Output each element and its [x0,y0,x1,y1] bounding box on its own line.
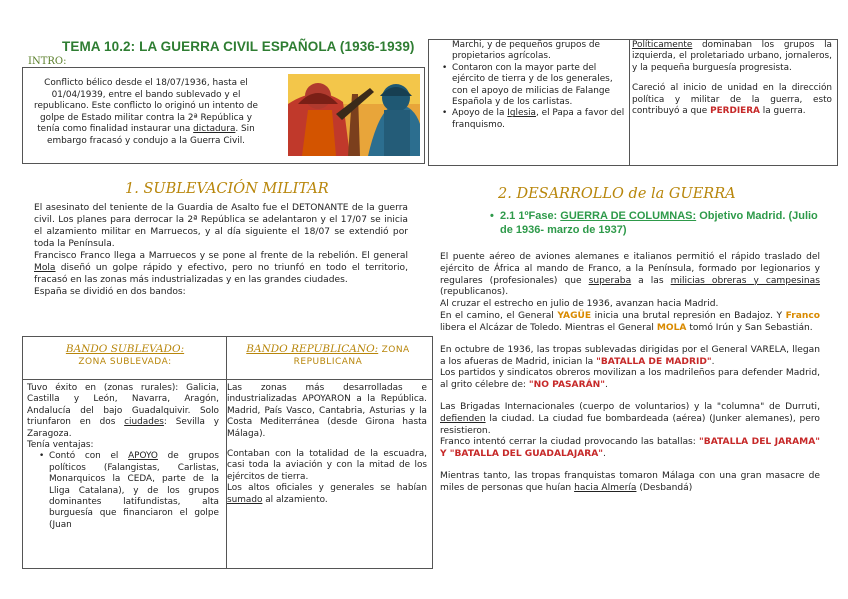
bando-sublevado-title: BANDO SUBLEVADO: [65,343,185,355]
text-run: . Este conflicto lo [85,101,165,112]
text-run: puente aéreo de aviones alemanes e italianos [452,252,672,262]
text-run: el camino [455,311,500,322]
text-run: la guerra. [759,105,806,116]
text-run: PERDIERA [710,105,760,116]
text-run: defienden [440,413,486,424]
text-run: , [817,401,820,412]
text-run: fracasó y condujo a la Guerra Civil. [89,135,245,146]
text-run: se habían [374,483,427,494]
text-run: cerrar la ciudad [508,437,582,448]
text-run: Guardia de Asalto [177,203,260,213]
text-run: en (zonas rurales): [77,383,187,393]
text-run: generales [565,74,610,85]
text-run: en dos bandos: [113,287,186,297]
section-1-heading: 1. SUBLEVACIÓN MILITAR [125,181,329,197]
text-run: ciudades. [301,275,348,285]
text-run: se adelantaron y el [245,215,341,225]
list-item [37,451,219,531]
text-run: (aérea) (Junker alemanes), pero resistieron. [440,413,820,436]
text-run: sublevado [176,89,222,100]
text-run: España se [34,287,84,297]
text-run: Mientras tanto, las [440,471,532,481]
text-run: (republicanos). [440,287,509,298]
text-run: urbano, [744,51,786,62]
text-run: grupos de propietarios [452,40,600,62]
text-run: . Mientras el General [559,322,657,333]
text-run: Conflicto bélico [44,78,113,88]
text-run: , pero [224,263,258,273]
text-run: Francisco Franco [34,251,111,261]
text-run: . Los planes para [51,215,135,225]
text-run: con una gran [694,471,766,481]
paragraph [440,345,820,369]
list-item [440,108,626,131]
text-run: que [93,508,124,519]
text-run: partidos y sindicatos [458,368,553,379]
text-run: Irún y San Sebastián. [715,322,813,333]
text-run: (profesionales) que [482,275,589,286]
text-run: para [714,368,742,379]
text-run: , y al día siguiente el 18/07 se extendió por [197,227,408,237]
phase-1-item [488,209,818,238]
text-run: Marruecos [148,251,197,261]
text-run: Al [440,299,452,310]
text-run: burguesía [49,508,93,519]
sublevado-bullet-list [440,63,626,131]
text-run: ) [688,482,693,493]
sublevado-ventajas-list [27,451,219,531]
list-item [440,63,626,109]
text-run: grandes [264,275,302,285]
text-run: sumado [227,494,263,505]
text-run: un intento de [195,101,258,112]
text-run: carlistas. [532,96,573,107]
text-run: . [715,299,719,310]
text-run: y tenía como [37,112,252,135]
text-run: . [711,356,715,367]
text-run: , alta [177,496,219,507]
text-run: a las [631,275,671,286]
text-run: defender [741,368,783,379]
text-run: a la República. [350,394,428,405]
paragraph [440,471,820,495]
text-run: de la [348,203,378,213]
text-run: dictadura [193,124,236,135]
text-run: llega a [110,251,149,261]
text-run: políticos (Falangistas, Carlistas, Monarquicos la CEDA, parte de la Lliga Catalana), y de los [49,462,219,496]
bando-republicano-title: BANDO REPUBLICANO: [246,343,379,355]
paragraph [440,299,820,311]
text-run: Brigadas Internacionales [460,401,575,412]
text-run: instaurar una [128,124,194,135]
republicano-para-c [227,483,427,506]
section-1-para-3 [34,286,408,298]
text-run: El [34,203,46,213]
text-run: fracasó [34,275,68,285]
text-run: zonas [100,275,127,285]
text-run: 17/07 [340,215,368,225]
paragraph-gap [440,392,820,402]
text-run: sublevadas [584,344,637,355]
text-run: milicias obreras y campesinas [670,275,820,286]
text-run: , y de pequeños [481,40,556,50]
text-run: , avanzan [609,299,657,310]
text-run: Políticamente [632,40,693,50]
text-run: Apoyo de la [452,108,508,119]
text-run: columna [721,401,761,412]
text-run: tomó [686,322,716,333]
text-run: desarrolladas [343,383,403,393]
bando-sublevado-header [30,343,220,368]
text-run: Desbandá [642,482,689,493]
text-run: frente [260,251,288,261]
text-run: Sevilla y Zaragoza. [27,417,219,439]
text-run: de la [147,203,178,213]
text-run: altos oficiales y generales [248,483,375,494]
section-2-heading: 2. DESARROLLO de la GUERRA [498,186,736,202]
text-run: . [305,471,309,482]
text-run: izquierda [632,51,673,62]
text-run: milicias de Falange Española [452,85,610,107]
phase-heading [488,209,818,238]
text-run: dominantes [49,496,124,507]
text-run: Tuvo [27,383,56,393]
text-run: 2.1 1ºFase: [500,210,561,222]
text-run: aviación [285,460,323,471]
text-run: Mola [34,263,56,273]
text-run: . Sin embargo [47,124,255,146]
paragraph-gap [440,335,820,345]
text-run: en las [67,275,101,285]
text-run: Franco intentó [440,437,509,448]
text-run: superaba [588,275,632,286]
text-run: : [163,417,176,428]
zona-republicana-label: REPUBLICANA [293,356,363,367]
text-run: Las [440,401,461,412]
text-run: ciudades [124,417,164,428]
text-run: En [440,344,455,355]
text-run: al mando de [519,263,589,274]
text-run: , a la [618,263,648,274]
text-run: unidad en la dirección política y militar [632,83,832,105]
text-run: , llegan a los [440,344,820,367]
text-run: pequeña burguesía [650,62,737,73]
poster-illustration [288,74,420,156]
text-run: "BATALLA DE MADRID" [596,356,712,367]
text-run: Careció [632,83,666,94]
text-run: , el Papa a favor del franquismo. [452,108,625,130]
text-run: grupos [188,485,219,496]
text-run: Galicia, Castilla y León, Navarra, Aragón, Andalucía del bajo Guadalquivir [27,383,219,416]
text-run: finalidad [89,124,128,135]
paragraph [440,252,820,299]
text-run: Los [440,368,459,379]
text-run: Madrid, País Vasco, Cantabria, Asturias y la Costa Mediterránea [227,405,427,428]
intro-text [28,78,264,147]
text-run: guerra civil [34,203,409,225]
text-run: mayor parte del ejército de tierra [452,62,597,85]
text-run: " de [760,401,786,412]
text-run: el golpe ( [49,508,219,530]
text-run: En [440,311,456,322]
text-run: , entre el bando [102,89,177,100]
text-run: escuadra [383,448,425,459]
sublevado-intro [27,383,219,440]
text-run: Las [227,383,261,393]
text-run: al alzamiento. [262,494,328,505]
text-run: más [126,275,152,285]
text-run: represión en Badajoz [673,311,771,322]
text-run: más [286,383,344,393]
bando-sublevado-body [27,383,219,531]
text-run: . Y [770,311,786,322]
page-title: TEMA 10.2: LA GUERRA CIVIL ESPAÑOLA (1936-1939) [62,39,415,54]
text-run: zonas [260,383,287,393]
text-run: fue el [259,203,292,213]
text-run: . El general [355,251,408,261]
text-run: desde el 18/07/ [112,78,185,88]
paragraph [440,402,820,437]
text-run: masacre [765,471,805,481]
text-run: , y la [632,51,832,73]
text-run: MOLA [656,322,687,333]
zona-inline-label: ZONA [378,345,410,355]
republicano-para-2 [632,83,832,117]
text-run: GUERRA DE COLUMNAS: [560,210,697,222]
text-run: dividió [83,287,114,297]
text-run: asesinato [45,203,90,213]
section-1-para-2 [34,250,408,286]
text-run: la [814,40,832,50]
text-run: al inicio de [665,83,728,94]
text-run: y de los [492,96,533,107]
text-run: ( [636,482,643,493]
text-run: e [402,383,427,393]
paragraph [440,437,820,461]
text-run: Juan [52,519,72,530]
text-run: legionarios y regulares [440,263,821,286]
text-run: y en las [223,275,265,285]
text-run: Contaron con la [452,62,525,73]
republicano-para-1 [632,40,832,74]
text-run: golpe rápido y efectivo [112,263,225,273]
text-run: hacia Madrid [656,299,716,310]
zona-sublevada-label: ZONA SUBLEVADA: [78,356,172,367]
text-run: jornaleros [785,51,830,62]
republicano-para-a [227,383,427,440]
text-run: YAGÜE [557,311,592,322]
text-run: cruzar el estrecho en julio de 1936 [451,299,610,310]
text-run: África [493,263,520,274]
republicano-para-b [227,449,427,483]
text-run: VARELA [750,344,787,355]
text-run: dominaban los [692,40,784,50]
bando-republicano-header [226,343,430,368]
text-run: Iglesia [507,108,536,119]
text-run: Contaban con la [227,448,310,459]
text-run: éxito [55,383,78,393]
text-run: "NO PASARÁN" [528,380,605,391]
text-run: obreros movilizan a los [552,368,665,379]
text-run: Marchi [452,40,482,50]
text-run: , el General [499,311,558,322]
text-run: agrícolas. [505,51,551,62]
text-run: de la [287,251,319,261]
section-1-body [34,202,408,298]
text-run: teniente [109,203,148,213]
text-run: madrileños [664,368,715,379]
bando-republicano-body [227,383,427,506]
text-run: Península [647,263,692,274]
text-run: latifundistas [123,496,178,507]
text-run: , inician la [546,356,597,367]
text-run: originó [164,101,196,112]
text-run: de [157,451,189,462]
paragraph [440,311,820,335]
text-run: la ciudad. La ciudad fue [485,413,606,424]
text-run: de miles de personas que huían [440,471,821,493]
text-run: y con la [322,460,369,471]
text-run: y el [221,89,241,100]
civil-war-poster-image [288,74,420,156]
text-run: , casi toda la [227,448,427,471]
text-run: tropas franquistas tomaron Málaga [531,471,695,481]
text-run: progresista. [736,62,792,73]
text-run: Los [227,483,249,494]
text-run: financiaron [123,508,173,519]
text-run: , con el apoyo de [452,74,613,96]
text-run: alzamiento militar en Marruecos [46,227,198,237]
text-run: (desde Girona hasta Málaga). [227,417,427,439]
text-run: grupos [783,40,815,50]
text-run: de la [348,448,384,459]
text-run: bombardeada [605,413,669,424]
text-run: , hasta el 01/04/ [51,78,248,100]
text-run: "BATALLA DEL JARAMA" Y "BATALLA DEL GUADALAJARA" [440,437,820,460]
text-run: octubre de 1936 [454,344,531,355]
text-run: El [440,252,453,262]
text-run: . [603,449,606,460]
text-run: del ejército de [440,252,820,274]
text-run: totalidad [309,448,349,459]
text-run: rápido traslado [731,252,802,262]
text-run: Franco [588,263,619,274]
text-run: proletariado [690,51,745,62]
text-run: , las tropas [530,344,585,355]
text-run: , formado por [691,263,761,274]
text-run: , el [672,51,691,62]
text-run: se inicia el [34,215,409,237]
text-run: republicano [34,101,86,112]
text-run: inicia una brutal [591,311,674,322]
text-run: diseñó un [55,263,113,273]
text-run: mitad de los ejércitos de tierra [227,460,427,482]
text-run: el territorio, [346,263,408,273]
paragraph [440,368,820,392]
paragraph-gap [440,461,820,471]
text-run: de la guerra, esto contribuyó a que [632,94,832,116]
text-run: toda la Península. [34,239,115,249]
intro-label: INTRO: [28,56,67,67]
text-run: del [89,203,110,213]
text-run: provocando las batallas: [581,437,700,448]
text-run: derrocar la 2ª República [134,215,246,225]
text-run: (cuerpo de voluntarios) y la " [574,401,722,412]
text-run: hacia Almería [574,482,637,493]
text-run: Madrid, al grito célebre de: [440,368,820,391]
text-run: . Solo triunfaron en dos [27,405,219,428]
text-run: . [604,380,608,391]
text-run: Objetivo Madrid. (Julio de 1936- marzo de 1937) [500,210,818,237]
section-2-body [440,252,820,495]
text-run: Contó con el [49,451,129,462]
text-run: y se pone al [196,251,261,261]
text-run: dirigidas por el General [636,344,751,355]
text-run: y de los [525,74,566,85]
text-run: no triunfó en todo [257,263,347,273]
sublevado-continuation-text [440,40,626,63]
text-run: APOYO [128,451,158,462]
text-run: Durruti [785,401,818,412]
text-run: rebelión [318,251,356,261]
text-run: afueras de Madrid [464,356,547,367]
text-run: libera el Alcázar de Toledo [440,322,560,333]
text-run: Franco [785,311,820,322]
ventajas-label: Tenía ventajas: [27,439,94,450]
text-run: industrializadas [151,275,224,285]
section-1-para-1 [34,202,408,250]
text-run: DETONANTE [291,203,349,213]
sublevado-continuation [440,40,626,131]
text-run: permitió el [671,252,732,262]
text-run: grupos [188,451,219,462]
republicano-continuation [632,40,832,117]
text-run: 1936 [184,78,207,88]
text-run: golpe de Estado militar contra la 2ª República [40,112,244,123]
text-run: 1939 [80,89,103,100]
text-run: industrializadas APOYARON [227,394,351,405]
